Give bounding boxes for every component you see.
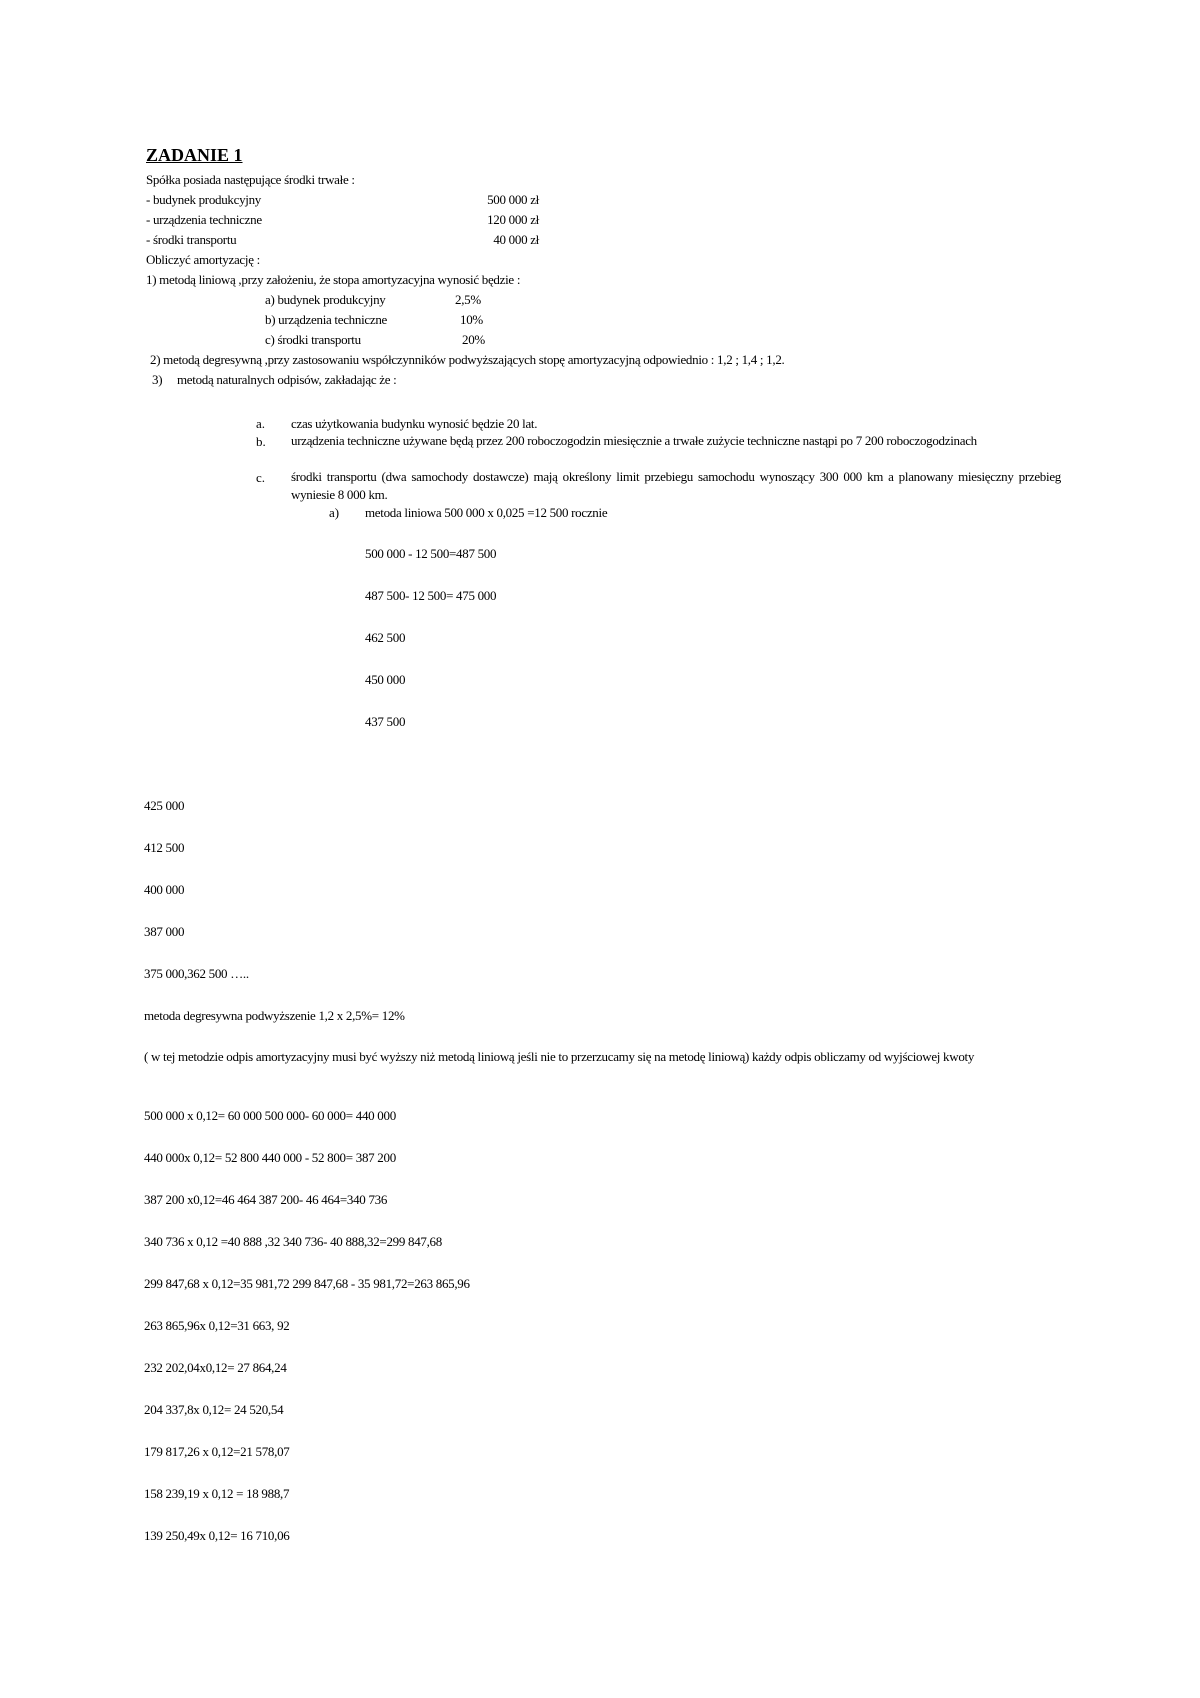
calc-line: 204 337,8x 0,12= 24 520,54 [144,1402,284,1417]
asset-name: - środki transportu [146,232,237,247]
asset-name: - budynek produkcyjny [146,192,262,207]
calc-line: 263 865,96x 0,12=31 663, 92 [144,1318,290,1333]
solution-heading: metoda liniowa 500 000 x 0,025 =12 500 rocznie [365,505,608,520]
rate-value: 20% [462,332,485,347]
calc-line: 412 500 [144,840,185,855]
rate-value: 10% [460,312,483,327]
calc-line: 400 000 [144,882,185,897]
degressive-note: ( w tej metodzie odpis amortyzacyjny musi być wyższy niż metodą liniową jeśli nie to przerzucamy się na metodę liniową) każdy odpis obliczamy od wyjściowej kwoty [144,1049,975,1064]
method-1: 1) metodą liniową ,przy założeniu, że stopa amortyzacyjna wynosić będzie : [146,272,521,287]
method-3: metodą naturalnych odpisów, zakładając że : [177,372,397,387]
calc-line: 232 202,04x0,12= 27 864,24 [144,1360,287,1375]
rate-label: b) urządzenia techniczne [265,312,387,327]
calc-line: 375 000,362 500 ….. [144,966,249,981]
calc-line: 450 000 [365,672,406,687]
rate-label: a) budynek produkcyjny [265,292,386,307]
method-2: 2) metodą degresywną ,przy zastosowaniu współczynników podwyższających stopę amortyzacyjną odpowiednio : 1,2 ; 1,4 ; 1,2. [150,352,785,367]
list-item: urządzenia techniczne używane będą przez 200 roboczogodzin miesięcznie a trwałe zużycie techniczne nastąpi po 7 200 roboczogodzinach [291,433,977,448]
rate-label: c) środki transportu [265,332,361,347]
list-marker: c. [256,470,266,485]
calc-line: 462 500 [365,630,406,645]
list-item: środki transportu (dwa samochody dostawcze) mają określony limit przebiegu samochodu wynoszący 300 000 km a planowany miesięczny przebieg wyniesie 8 000 km. [291,469,1061,502]
list-marker: b. [256,434,266,449]
calc-line: 179 817,26 x 0,12=21 578,07 [144,1444,290,1459]
calc-line: 500 000 - 12 500=487 500 [365,546,497,561]
task-text: Obliczyć amortyzację : [146,252,260,267]
calc-line: 158 239,19 x 0,12 = 18 988,7 [144,1486,290,1501]
calc-line: 387 200 x0,12=46 464 387 200- 46 464=340 736 [144,1192,388,1207]
calc-line: 139 250,49x 0,12= 16 710,06 [144,1528,290,1543]
calc-line: 299 847,68 x 0,12=35 981,72 299 847,68 - 35 981,72=263 865,96 [144,1276,470,1291]
list-item: czas użytkowania budynku wynosić będzie 20 lat. [291,416,538,431]
asset-value: 40 000 zł [493,232,539,247]
calc-line: 487 500- 12 500= 475 000 [365,588,497,603]
calc-line: 440 000x 0,12= 52 800 440 000 - 52 800= 387 200 [144,1150,396,1165]
intro-text: Spółka posiada następujące środki trwałe : [146,172,355,187]
calc-line: 340 736 x 0,12 =40 888 ,32 340 736- 40 888,32=299 847,68 [144,1234,442,1249]
degressive-heading: metoda degresywna podwyższenie 1,2 x 2,5%= 12% [144,1008,405,1023]
asset-value: 500 000 zł [487,192,539,207]
solution-marker: a) [329,505,340,520]
calc-line: 437 500 [365,714,406,729]
asset-value: 120 000 zł [487,212,539,227]
calc-line: 387 000 [144,924,185,939]
rate-value: 2,5% [455,292,481,307]
calc-line: 500 000 x 0,12= 60 000 500 000- 60 000= 440 000 [144,1108,396,1123]
calc-line: 425 000 [144,798,185,813]
page-title: ZADANIE 1 [146,145,243,165]
asset-name: - urządzenia techniczne [146,212,262,227]
method-3-number: 3) [152,372,163,387]
list-marker: a. [256,416,266,431]
